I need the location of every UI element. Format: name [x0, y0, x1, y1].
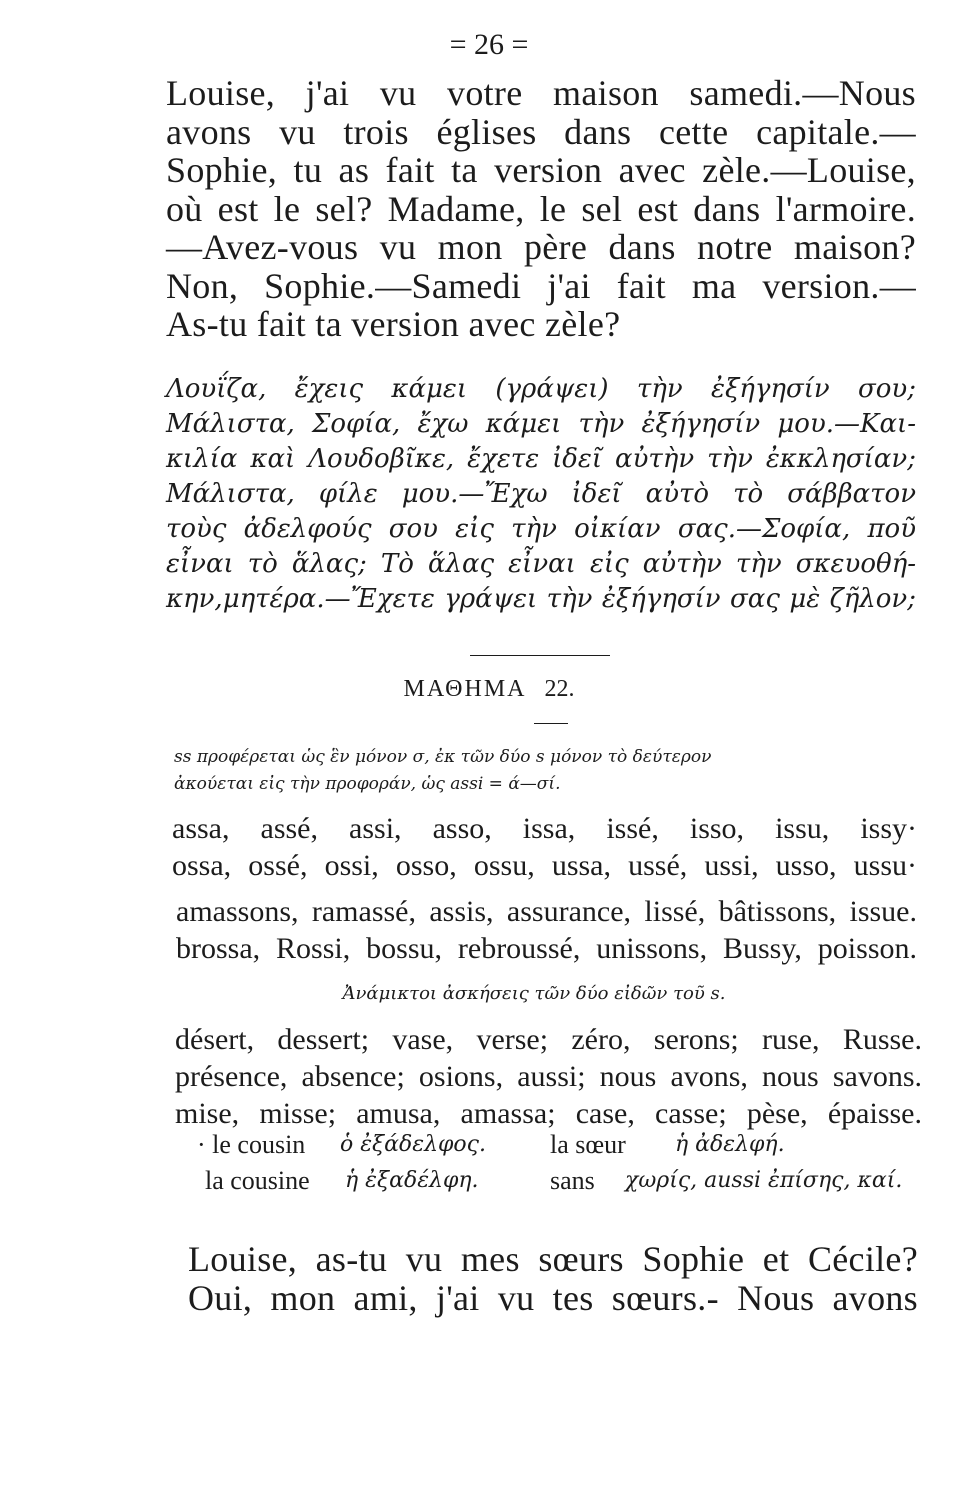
- vocab-greek: ἡ ἐξαδέλφη.: [345, 1168, 479, 1193]
- vocab-greek: ἡ ἀδελφή.: [675, 1132, 785, 1157]
- vocabulary-row: [197, 1127, 925, 1163]
- french-paragraph: [166, 74, 916, 344]
- drill-line: assa, assé, assi, asso, issa, issé, isso, issu, issy·: [172, 812, 917, 845]
- text-line: Μάλιστα, φίλε μου.—Ἔχω ἰδεῖ αὐτὸ τὸ σάββατον: [166, 479, 916, 509]
- text-line: Oui, mon ami, j'ai vu tes sœurs.- Nous avons: [188, 1277, 918, 1318]
- drill-group-2: [176, 893, 917, 967]
- vocab-french: sans: [550, 1166, 595, 1195]
- text-line: Louise, as-tu vu mes sœurs Sophie et Cécile?: [188, 1239, 918, 1279]
- vocab-french: la cousine: [205, 1166, 310, 1195]
- note-line: ἀκούεται εἰς τὴν προφοράν, ὡς assi = ά—σί.: [174, 774, 561, 794]
- vocab-french: · le cousin: [197, 1130, 306, 1159]
- drill-group-3: [175, 1021, 922, 1132]
- page-number: = 26 =: [449, 28, 529, 61]
- final-paragraph: [188, 1240, 918, 1317]
- text-line: avons vu trois églises dans cette capitale.—: [166, 111, 916, 152]
- text-line: Μάλιστα, Σοφία, ἔχω κάμει τὴν ἐξήγησίν μου.—Και-: [166, 409, 916, 439]
- text-line: —Avez-vous vu mon père dans notre maison?: [166, 227, 916, 267]
- drill-line: présence, absence; osions, aussi; nous avons, nous savons.: [175, 1060, 922, 1093]
- short-divider: [534, 723, 568, 724]
- note-line: ss προφέρεται ὡς ἓν μόνον σ, ἐκ τῶν δύο s μόνον τὸ δεύτερον: [174, 747, 712, 767]
- text-line: κιλία καὶ Λουδοβῖκε, ἔχετε ἰδεῖ αὐτὴν τὴν ἐκκλησίαν;: [166, 444, 916, 474]
- text-line: εἶναι τὸ ἅλας; Τὸ ἅλας εἶναι εἰς αὐτὴν τὴν σκευοθή-: [166, 549, 916, 579]
- vocab-french: la sœur: [550, 1130, 626, 1159]
- drill-line: ossa, ossé, ossi, osso, ossu, ussa, ussé, ussi, usso, ussu·: [172, 849, 917, 882]
- lesson-number: 22.: [544, 676, 575, 702]
- text-line: Non, Sophie.—Samedi j'ai fait ma version.—: [166, 265, 916, 306]
- drill-line: amassons, ramassé, assis, assurance, lissé, bâtissons, issue.: [176, 895, 917, 928]
- lesson-heading: [0, 676, 978, 703]
- drill-line: brossa, Rossi, bossu, rebroussé, unissons, Bussy, poisson.: [176, 932, 917, 965]
- vocabulary-row: [205, 1163, 925, 1199]
- text-line: Λουΐζα, ἔχεις κάμει (γράψει) τὴν ἐξήγησίν σου;: [166, 374, 916, 404]
- lesson-title: ΜΑΘΗΜΑ: [403, 676, 527, 702]
- text-line: où est le sel? Madame, le sel est dans l'armoire.: [166, 188, 916, 229]
- vocabulary-list: [197, 1127, 925, 1199]
- drill-line: mise, misse; amusa, amassa; case, casse; pèse, épaisse.: [175, 1097, 922, 1130]
- section-divider: [470, 655, 610, 656]
- vocab-greek: ὁ ἐξάδελφος.: [340, 1132, 486, 1157]
- text-line: Louise, j'ai vu votre maison samedi.—Nous: [166, 73, 916, 113]
- vocab-greek: χωρίς, aussi ἐπίσης, καί.: [625, 1168, 903, 1193]
- greek-paragraph: [166, 372, 916, 617]
- text-line: Sophie, tu as fait ta version avec zèle.—Louise,: [166, 150, 916, 190]
- text-line: κην,μητέρα.—Ἔχετε γράψει τὴν ἐξήγησίν σας μὲ ζῆλον;: [166, 584, 916, 614]
- text-line: As-tu fait ta version avec zèle?: [166, 304, 621, 344]
- pronunciation-note: [174, 744, 924, 798]
- exercise-subheading: Ἀνάμικτοι ἀσκήσεις τῶν δύο εἰδῶν τοῦ s.: [342, 983, 726, 1004]
- text-line: τοὺς ἀδελφούς σου εἰς τὴν οἰκίαν σας.—Σοφία, ποῦ: [166, 514, 916, 544]
- drill-line: désert, dessert; vase, verse; zéro, serons; ruse, Russe.: [175, 1023, 922, 1056]
- drill-group-1: [172, 810, 917, 884]
